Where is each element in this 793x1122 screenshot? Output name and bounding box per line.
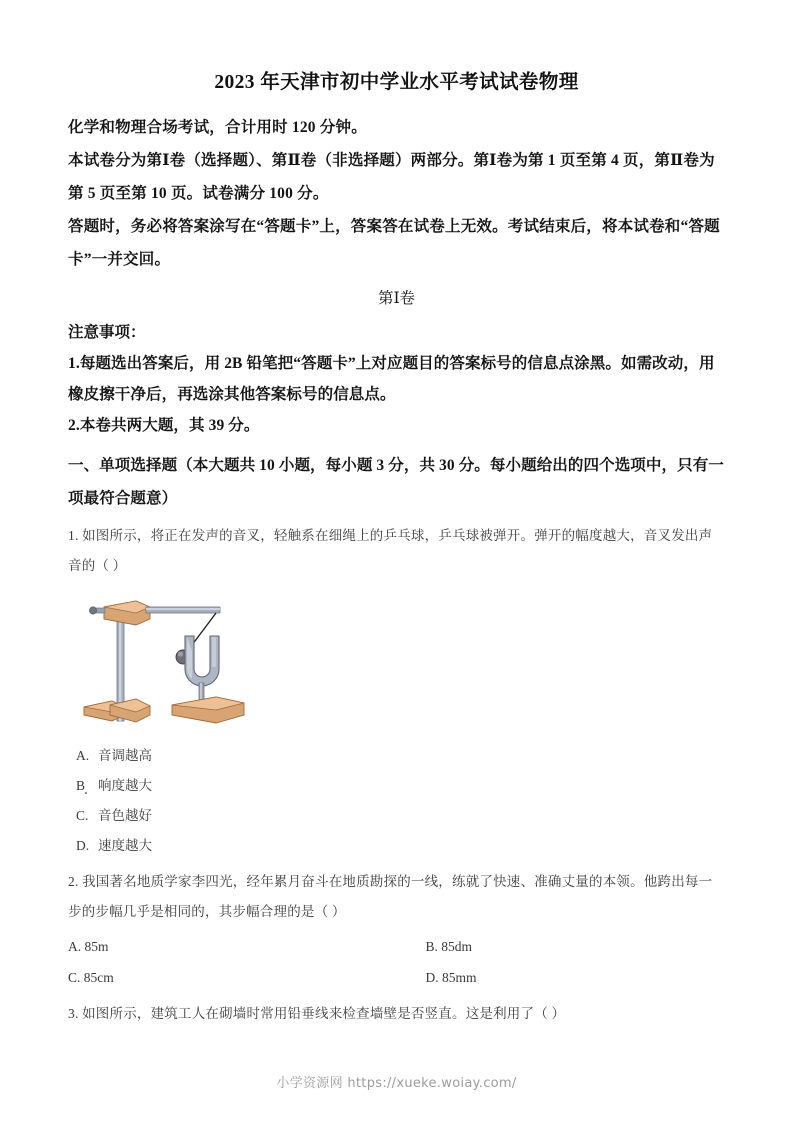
question-1-figure: [76, 591, 266, 733]
tuning-fork-and-stand-icon: [76, 591, 266, 733]
option-row-b[interactable]: [68, 771, 725, 801]
option-d-label: D.: [76, 838, 90, 853]
notice-item-2: 2.本卷共两大题，其 39 分。: [68, 417, 260, 434]
option-row-c[interactable]: [68, 801, 725, 831]
question-1-stem: 1. 如图所示，将正在发声的音叉，轻触系在细绳上的乒乓球，乒乓球被弹开。弹开的幅度越大，音叉发出声音的（ ）: [68, 528, 713, 573]
option-row-d[interactable]: [68, 831, 725, 861]
option-d-text: 速度越大: [98, 838, 152, 853]
section-heading-multiple-choice: 一、单项选择题（本大题共 10 小题，每小题 3 分，共 30 分。每小题给出的四个选项中，只有一项最符合题意）: [68, 457, 724, 507]
q2-option-a-text: 85m: [84, 939, 109, 954]
option-b-text: 响度越大: [98, 778, 152, 793]
question-1-options: [68, 741, 725, 861]
q2-option-d[interactable]: [368, 962, 726, 993]
question-2-stem: 2. 我国著名地质学家李四光，经年累月奋斗在地质勘探的一线，练就了快速、准确丈量的本领。他跨出每一步的步幅几乎是相同的，其步幅合理的是（ ）: [68, 874, 713, 919]
option-row-a[interactable]: [68, 741, 725, 771]
option-b-label: B: [76, 778, 86, 793]
lead-line-3: 答题时，务必将答案涂写在“答题卡”上，答案答在试卷上无效。考试结束后，将本试卷和“答题卡”一并交回。: [68, 218, 720, 268]
q2-option-c[interactable]: [68, 962, 368, 993]
option-c-text: 音色越好: [98, 808, 152, 823]
notice-label: 注意事项：: [68, 324, 146, 341]
question-3-stem: 3. 如图所示，建筑工人在砌墙时常用铅垂线来检查墙壁是否竖直。这是利用了（ ）: [68, 1006, 566, 1021]
q2-option-c-label: C.: [68, 970, 81, 985]
watermark: 小学资源网 https://xueke.woiay.com/: [276, 1076, 517, 1091]
part-one-heading: 第Ⅰ卷: [377, 290, 416, 307]
q2-option-d-label: D.: [425, 970, 439, 985]
q2-option-a-label: A.: [68, 939, 82, 954]
q2-option-b-label: B.: [425, 939, 438, 954]
notice-item-1: 1.每题选出答案后，用 2B 铅笔把“答题卡”上对应题目的答案标号的信息点涂黑。如需改动，用橡皮擦干净后，再选涂其他答案标号的信息点。: [68, 355, 715, 403]
question-2-options: [68, 931, 725, 993]
q2-option-c-text: 85cm: [83, 970, 114, 985]
question-2-options-row-1: [68, 931, 725, 962]
lead-line-2: 本试卷分为第Ⅰ卷（选择题）、第Ⅱ卷（非选择题）两部分。第Ⅰ卷为第 1 页至第 4 页，第Ⅱ卷为第 5 页至第 10 页。试卷满分 100 分。: [68, 152, 715, 202]
q2-option-b-text: 85dm: [441, 939, 473, 954]
option-c-label: C.: [76, 808, 89, 823]
question-2-options-row-2: [68, 962, 725, 993]
scan-artifact-dot: [85, 792, 87, 794]
q2-option-d-text: 85mm: [442, 970, 477, 985]
option-a-label: A.: [76, 748, 90, 763]
page-title: 2023 年天津市初中学业水平考试试卷物理: [214, 72, 579, 93]
lead-line-1: 化学和物理合场考试，合计用时 120 分钟。: [68, 119, 367, 136]
q2-option-b[interactable]: [368, 931, 726, 962]
lead-instructions: [68, 111, 725, 276]
q2-option-a[interactable]: [68, 931, 368, 962]
option-a-text: 音调越高: [98, 748, 152, 763]
